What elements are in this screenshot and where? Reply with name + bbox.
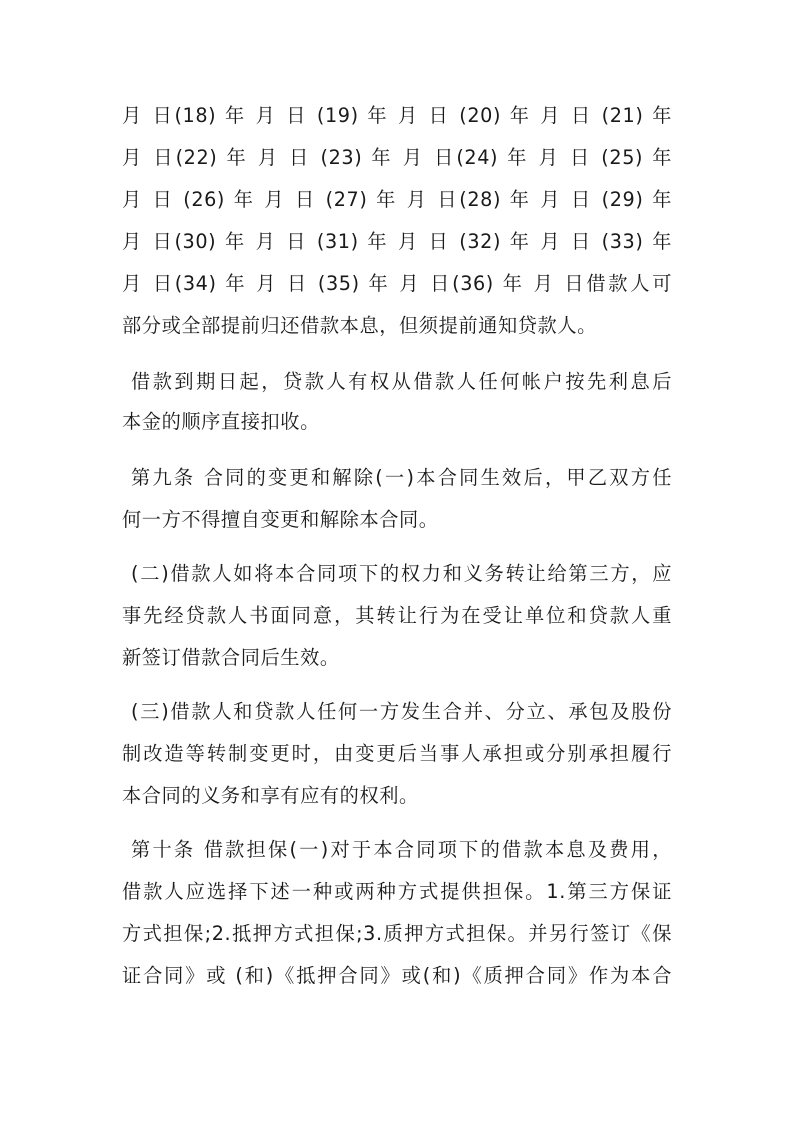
text-line-2: 月 日(22) 年 月 日 (23) 年 月 日(24) 年 月 日 (25) 年 <box>122 146 672 169</box>
clause-three-line: (三)借款人和贷款人任何一方发生合并、分立、承包及股份 <box>131 700 672 723</box>
text-line-13: 新签订借款合同后生效。 <box>122 646 340 669</box>
text-line-19: 方式担保;2.抵押方式担保;3.质押方式担保。并另行签订《保 <box>122 922 672 945</box>
text-line-8: 本金的顺序直接扣收。 <box>122 410 320 433</box>
text-line-6: 部分或全部提前归还借款本息，但须提前通知贷款人。 <box>122 314 597 337</box>
text-line-16: 本合同的义务和享有应有的权利。 <box>122 784 419 807</box>
text-line-15: 制改造等转制变更时，由变更后当事人承担或分别承担履行 <box>122 742 672 765</box>
text-line-20: 证合同》或 (和)《抵押合同》或(和)《质押合同》作为本合 <box>122 964 672 987</box>
text-line-3: 月 日 (26) 年 月 日 (27) 年 月 日(28) 年 月 日 (29) 年 <box>122 188 672 211</box>
text-line-18: 借款人应选择下述一种或两种方式提供担保。1.第三方保证 <box>122 880 672 903</box>
text-line-12: 事先经贷款人书面同意，其转让行为在受让单位和贷款人重 <box>122 604 672 627</box>
text-line-10: 何一方不得擅自变更和解除本合同。 <box>122 508 439 531</box>
text-line-1: 月 日(18) 年 月 日 (19) 年 月 日 (20) 年 月 日 (21) 年 <box>122 104 672 127</box>
text-line-5: 月 日(34) 年 月 日 (35) 年 月 日(36) 年 月 日借款人可 <box>122 272 672 295</box>
paragraph-start-line: 借款到期日起，贷款人有权从借款人任何帐户按先利息后 <box>131 370 672 393</box>
text-line-4: 月 日(30) 年 月 日 (31) 年 月 日 (32) 年 月 日 (33) 年 <box>122 230 672 253</box>
article-nine-heading-line: 第九条 合同的变更和解除(一)本合同生效后，甲乙双方任 <box>131 466 672 489</box>
clause-two-line: (二)借款人如将本合同项下的权力和义务转让给第三方，应 <box>131 562 672 585</box>
article-ten-heading-line: 第十条 借款担保(一)对于本合同项下的借款本息及费用， <box>131 838 672 861</box>
